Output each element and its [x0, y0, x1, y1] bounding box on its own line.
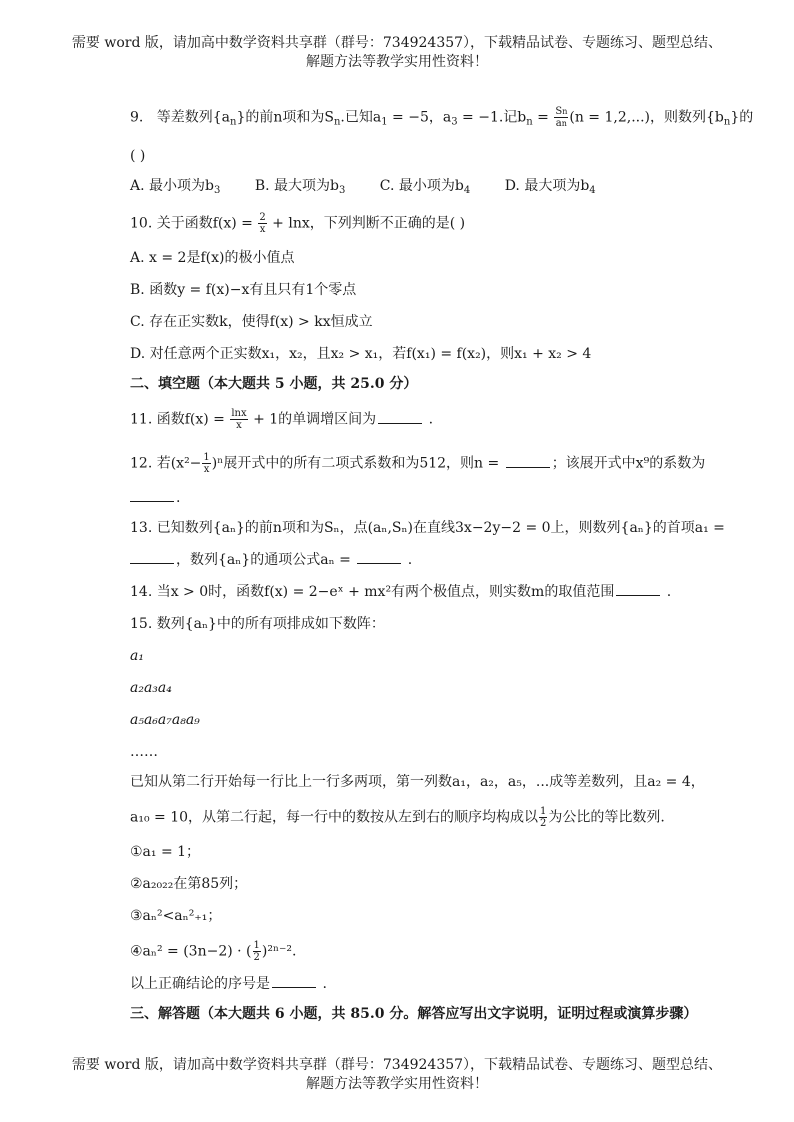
header-banner-line1: 需要 word 版，请加高中数学资料共享群（群号：734924357），下载精品试卷、专题练习、题型总结、 [71, 35, 723, 51]
question-10-option-d: D. 对任意两个正实数x₁，x₂，且x₂ > x₁，若f(x₁) = f(x₂)，则x₁ + x₂ > 4 [130, 346, 592, 362]
answer-blank [616, 583, 660, 596]
question-10-option-b: B. 函数y = f(x)−x有且只有1个零点 [130, 282, 357, 298]
conclusion-1: ①a₁ = 1； [130, 844, 201, 860]
question-15-paragraph-1: 已知从第二行开始每一行比上一行多两项，第一列数a₁，a₂，a₅，...成等差数列，且a₂ = 4， [130, 774, 705, 790]
question-12-line2: . [130, 488, 180, 508]
footer-banner-line1: 需要 word 版，请加高中数学资料共享群（群号：734924357），下载精品试卷、专题练习、题型总结、 [71, 1057, 723, 1073]
header-banner [0, 34, 794, 72]
question-14: 14. 当x > 0时，函数f(x) = 2−eˣ + mx²有两个极值点，则实数m的取值范围 . [130, 584, 672, 600]
question-9-paren: ( ) [130, 148, 146, 164]
option-b: B. 最大项为$b_3$ [254, 178, 346, 196]
array-row-1: a₁ [130, 648, 144, 664]
header-banner-line2: 解题方法等教学实用性资料！ [306, 54, 488, 70]
array-row-2: a₂a₃a₄ [130, 680, 172, 696]
question-15-end: 以上正确结论的序号是 . [130, 976, 327, 992]
array-row-3: a₅a₆a₇a₈a₉ [130, 712, 200, 728]
option-a: A. 最小项为$b_3$ [130, 178, 221, 196]
question-13: 13. 已知数列{aₙ}的前n项和为Sₙ，点(aₙ,Sₙ)在直线3x−2y−2 = 0上，则数列{aₙ}的首项a₁ = [130, 520, 725, 536]
section-fill-blank-heading: 二、填空题（本大题共 5 小题，共 25.0 分） [130, 376, 418, 392]
question-9: 9. 等差数列$\{a_n\}$的前n项和为$S_n$.已知$a_1 = -5$，$a_3 = -1$.记$b_n$ = $\frac{Sn}{an}$ (n = 1,2,...)，则数列$\{b_n\}$的 [130, 106, 754, 129]
question-11: 11. 函数f(x) = $\frac{\ln x}{x}$ + 1的单调增区间为 . [130, 408, 434, 431]
option-d: D. 最大项为$b_4$ [504, 178, 596, 196]
question-10-option-a: A. x = 2是f(x)的极小值点 [130, 250, 295, 266]
conclusion-4: ④aₙ² = (3n−2) · ( $\frac{1}{2}$ )²ⁿ⁻². [130, 940, 297, 963]
question-10-option-c: C. 存在正实数k，使得f(x) > kx恒成立 [130, 314, 373, 330]
answer-blank [272, 975, 316, 988]
answer-blank [130, 489, 174, 502]
question-15: 15. 数列{aₙ}中的所有项排成如下数阵： [130, 616, 385, 632]
option-c: C. 最小项为$b_4$ [379, 178, 471, 196]
section-solution-heading: 三、解答题（本大题共 6 小题，共 85.0 分。解答应写出文字说明，证明过程或演算步骤） [130, 1006, 698, 1022]
answer-blank [378, 411, 422, 424]
array-row-ellipsis: …… [130, 744, 158, 760]
question-12: 12. 若(x²− $\frac{1}{x}$ )ⁿ展开式中的所有二项式系数和为512，则n = ；该展开式中x⁹的系数为 [130, 452, 706, 475]
question-13-line2: ，数列{aₙ}的通项公式aₙ = . [130, 550, 412, 570]
fraction-sn-an: $\frac{Sn}{an}$ [555, 106, 568, 129]
answer-blank [506, 455, 550, 468]
answer-blank [357, 551, 401, 564]
question-9-options [130, 176, 626, 201]
conclusion-2: ②a₂₀₂₂在第85列； [130, 876, 248, 892]
question-10: 10. 关于函数f(x) = $\frac{2}{x}$ + lnx，下列判断不正确的是( ) [130, 212, 466, 235]
footer-banner [0, 1056, 794, 1094]
conclusion-3: ③aₙ²<aₙ²₊₁； [130, 908, 222, 924]
footer-banner-line2: 解题方法等教学实用性资料！ [306, 1076, 488, 1092]
question-15-paragraph-2: a₁₀ = 10，从第二行起，每一行中的数按从左到右的顺序均构成以 $\frac{1}{2}$ 为公比的等比数列. [130, 806, 665, 829]
answer-blank [130, 551, 174, 564]
